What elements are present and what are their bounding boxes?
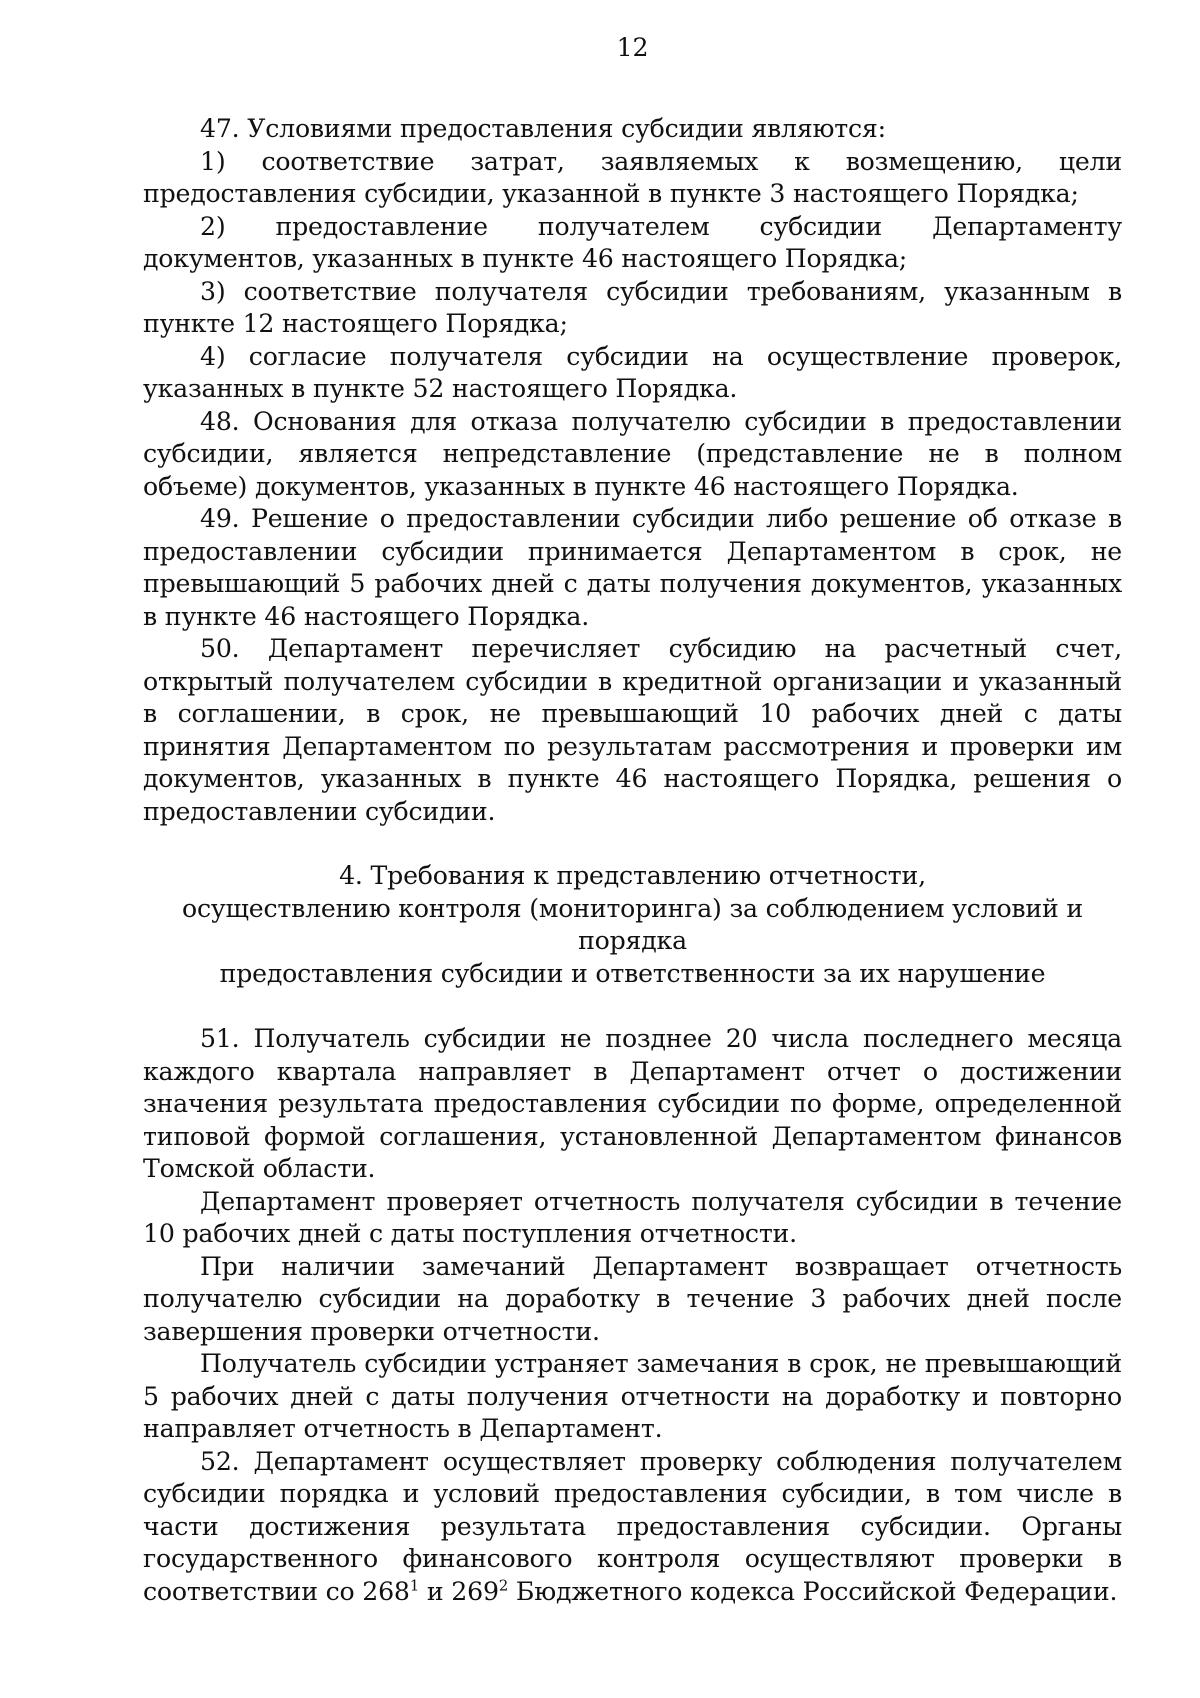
paragraph-52-text: и 269 (419, 1576, 499, 1606)
document-body (143, 113, 1122, 1608)
paragraph-47-item-3: 3) соответствие получателя субсидии требованиям, указанным в пункте 12 настоящего Порядка; (143, 276, 1122, 338)
page-number: 12 (616, 33, 649, 62)
paragraph-48: 48. Основания для отказа получателю субсидии в предоставлении субсидии, является непредставление (представление не в полном объеме) документов, указанных в пункте 46 настоящего Порядка. (143, 406, 1122, 501)
paragraph-47-intro: 47. Условиями предоставления субсидии являются: (200, 114, 886, 143)
section-heading-line: осуществлению контроля (мониторинга) за соблюдением условий и порядка (182, 893, 1083, 955)
paragraph-47-item-1: 1) соответствие затрат, заявляемых к возмещению, цели предоставления субсидии, указанной в пункте 3 настоящего Порядка; (143, 146, 1122, 208)
section-heading-line: предоставления субсидии и ответственности за их нарушение (219, 958, 1046, 988)
paragraph-51: 51. Получатель субсидии не позднее 20 числа последнего месяца каждого квартала направляет в Департамент отчет о достижении значения результата предоставления субсидии по форме, определенной типовой формой соглашения, установленной Департаментом финансов Томской области. (143, 1024, 1122, 1183)
footnote-superscript: 2 (498, 1576, 509, 1595)
paragraph-50: 50. Департамент перечисляет субсидию на расчетный счет, открытый получателем субсидии в кредитной организации и указанный в соглашении, в срок, не превышающий 10 рабочих дней с даты принятия Департаментом по результатам рассмотрения и проверки им документов, указанных в пункте 46 настоящего Порядка, решения о предоставлении субсидии. (143, 634, 1122, 826)
paragraph-51-check: Департамент проверяет отчетность получателя субсидии в течение 10 рабочих дней с даты поступления отчетности. (143, 1186, 1122, 1248)
paragraph-49: 49. Решение о предоставлении субсидии либо решение об отказе в предоставлении субсидии принимается Департаментом в срок, не превышающий 5 рабочих дней с даты получения документов, указанных в пункте 46 настоящего Порядка. (143, 504, 1122, 631)
paragraph-51-remarks: При наличии замечаний Департамент возвращает отчетность получателю субсидии на доработку в течение 3 рабочих дней после завершения проверки отчетности. (143, 1251, 1122, 1346)
spacer (143, 828, 1122, 860)
paragraph-52 (143, 1446, 1122, 1609)
paragraph-47-item-2: 2) предоставление получателем субсидии Департаменту документов, указанных в пункте 46 настоящего Порядка; (143, 211, 1122, 273)
paragraph-47-item-4: 4) согласие получателя субсидии на осуществление проверок, указанных в пункте 52 настоящего Порядка. (143, 341, 1122, 403)
section-heading (143, 860, 1122, 990)
section-heading-line: 4. Требования к представлению отчетности, (339, 861, 926, 890)
paragraph-51-fix: Получатель субсидии устраняет замечания в срок, не превышающий 5 рабочих дней с даты получения отчетности на доработку и повторно направляет отчетность в Департамент. (143, 1349, 1122, 1443)
spacer (143, 990, 1122, 1023)
footnote-superscript: 1 (409, 1576, 420, 1595)
paragraph-52-text: Бюджетного кодекса Российской Федерации. (508, 1576, 1118, 1606)
paragraph-52-text: 52. Департамент осуществляет проверку соблюдения получателем субсидии порядка и условий предоставления субсидии, в том числе в части достижения результата предоставления субсидии. Органы государственного финансового контроля осуществляют проверки в соответствии со 268 (143, 1446, 1122, 1606)
